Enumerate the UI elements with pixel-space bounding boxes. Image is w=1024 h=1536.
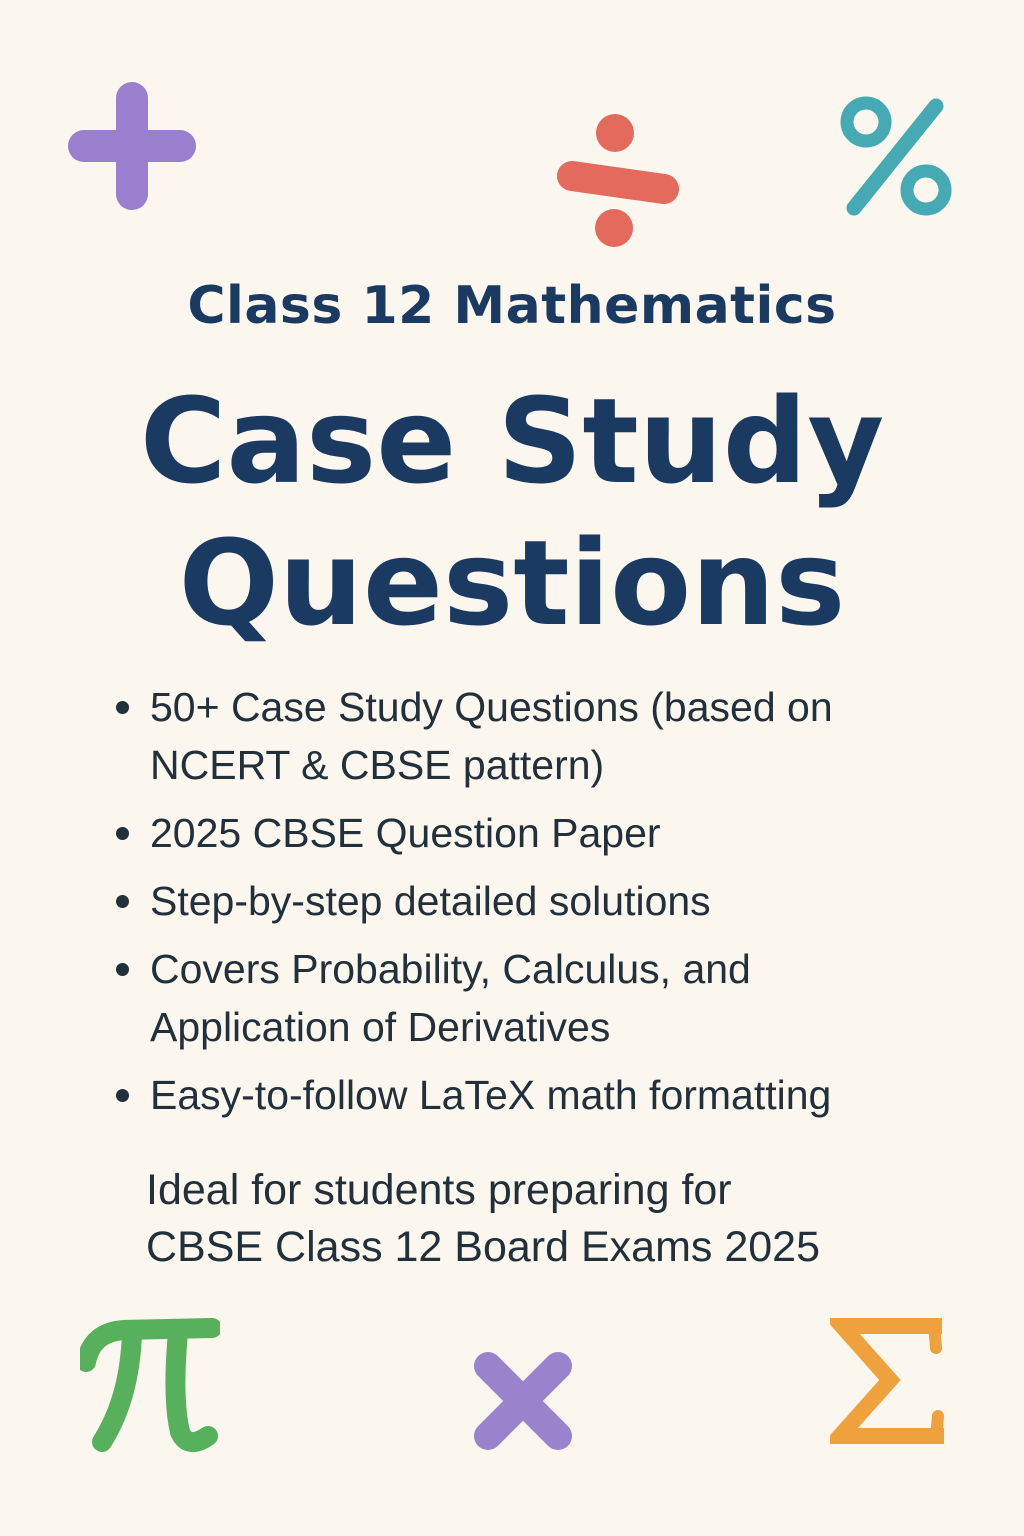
divide-icon	[554, 112, 684, 250]
tagline	[146, 1162, 946, 1276]
plus-icon	[66, 80, 200, 214]
list-item	[110, 940, 940, 1056]
title-line-2: Questions	[178, 514, 846, 652]
multiply-icon	[468, 1346, 578, 1456]
percent-icon	[836, 90, 958, 224]
list-item	[110, 872, 940, 930]
list-item	[110, 804, 940, 862]
bullet-icon	[116, 701, 129, 714]
feature-text: Step-by-step detailed solutions	[150, 878, 711, 924]
tagline-line-2: CBSE Class 12 Board Exams 2025	[146, 1223, 820, 1271]
list-item	[110, 1066, 940, 1124]
sigma-icon	[830, 1314, 944, 1448]
page-subtitle: Class 12 Mathematics	[187, 276, 837, 336]
tagline-line-1: Ideal for students preparing for	[146, 1166, 732, 1214]
feature-list	[110, 678, 940, 1134]
list-item	[110, 678, 940, 794]
feature-text: 2025 CBSE Question Paper	[150, 810, 661, 856]
feature-text: Easy-to-follow LaTeX math formatting	[150, 1072, 832, 1118]
feature-text: Covers Probability, Calculus, and Application of Derivatives	[150, 946, 751, 1050]
page-title	[0, 370, 1024, 654]
title-line-1: Case Study	[139, 372, 885, 510]
bullet-icon	[116, 827, 129, 840]
bullet-icon	[116, 895, 129, 908]
pi-icon	[80, 1318, 220, 1454]
bullet-icon	[116, 1089, 129, 1102]
bullet-icon	[116, 963, 129, 976]
feature-text: 50+ Case Study Questions (based on NCERT & CBSE pattern)	[150, 684, 833, 788]
